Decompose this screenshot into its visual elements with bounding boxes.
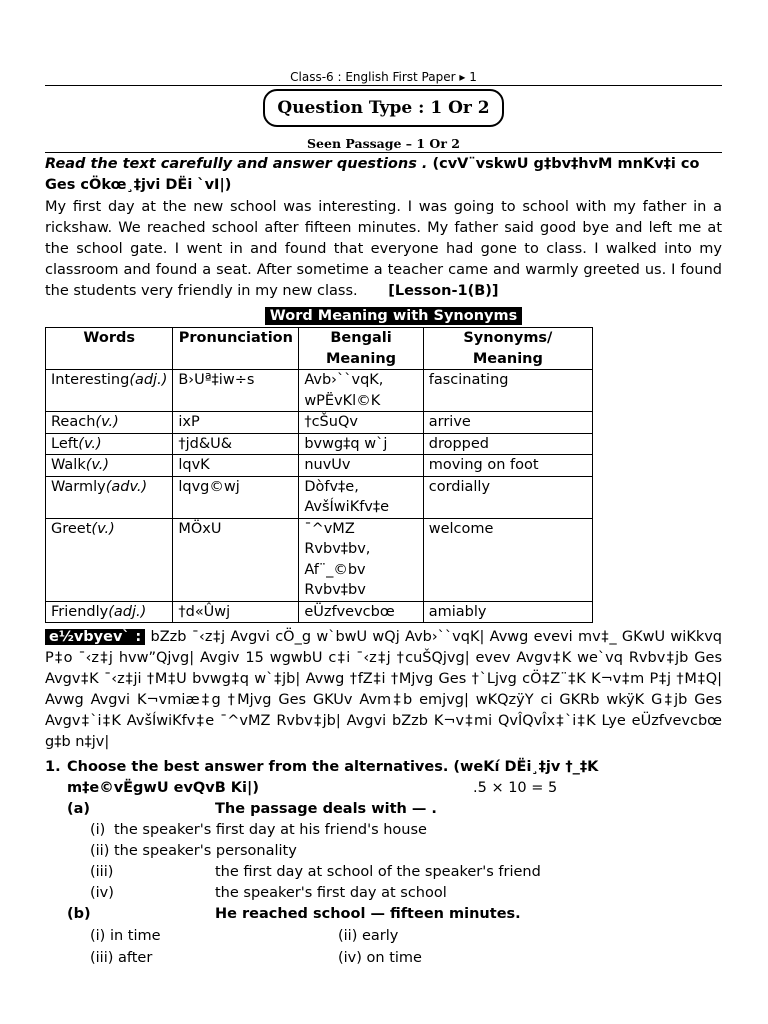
page: [45, 0, 722, 969]
table-row: [46, 433, 593, 455]
passage-text: My first day at the new school was interesting. I was going to school with my father in a rickshaw. We reached school after fifteen minutes. My father said good bye and left me at the school gate. I went in and found that everyone had gone to class. I walked into my classroom and found a seat. After sometime a teacher came and warmly greeted us. I found the students very friendly in my new class.: [45, 199, 722, 299]
option-num: (ii): [90, 843, 110, 859]
seen-passage-heading: Seen Passage – 1 Or 2: [45, 135, 722, 153]
word-meaning-table: [45, 327, 593, 623]
syn-cell: moving on foot: [423, 455, 592, 477]
passage: [45, 197, 722, 302]
syn-cell: cordially: [423, 476, 592, 518]
bengali-cell: bvwg‡q w`j: [299, 433, 423, 455]
question-text-2: m‡e©vËgwU evQvB Ki|): [67, 780, 259, 796]
col-header-synonyms: Synonyms/ Meaning: [423, 328, 592, 370]
sub-label: (b): [67, 906, 91, 922]
option-text: the first day at school of the speaker's friend: [215, 864, 541, 880]
question-type-wrap: [45, 89, 722, 131]
marks: .5 × 10 = 5: [473, 780, 558, 796]
instruction-bangla: (cvV¨vskwU g‡bv‡hvM mnKv‡i co Ges cÖkœ¸‡jvi DËi `vI|): [45, 156, 700, 193]
bengali-cell: Avb›``vqK, wPËvKl©K: [299, 370, 423, 412]
sub-question-a: [45, 799, 722, 820]
word-cell: Friendly(adj.): [46, 601, 173, 623]
table-header-row: [46, 328, 593, 370]
bangla-translation: [45, 627, 722, 753]
option-text: the speaker's personality: [114, 843, 297, 859]
option-text: the speaker's first day at school: [215, 885, 447, 901]
lesson-ref: [Lesson-1(B)]: [388, 283, 499, 299]
sub-label: (a): [67, 801, 91, 817]
option-row: [45, 947, 722, 969]
bengali-cell: Dòfv‡e, AvšÍwiKfv‡e: [299, 476, 423, 518]
bengali-cell: eÜzfvevcbœ: [299, 601, 423, 623]
pron-cell: MÖxU: [173, 518, 299, 601]
sub-question-text: He reached school — fifteen minutes.: [215, 906, 521, 922]
pron-cell: B›Uª‡iw÷s: [173, 370, 299, 412]
word-cell: Warmly(adv.): [46, 476, 173, 518]
pron-cell: †jd&U&: [173, 433, 299, 455]
question-1: [45, 757, 722, 778]
instruction-english: Read the text carefully and answer questions .: [45, 156, 428, 172]
col-header-pronunciation: Pronunciation: [173, 328, 299, 370]
pron-cell: †d«Ûwj: [173, 601, 299, 623]
instruction: [45, 154, 722, 196]
option: (iii) after: [90, 950, 153, 966]
bangla-text: bZzb ¯‹z‡j Avgvi cÖ_g w`bwU wQj Avb›``vqK| Avwg evevi mv‡_ GKwU wiKkvq P‡o ¯‹z‡j hvw”Qjvg| Avgiv 15 wgwbU c‡i ¯‹z‡j †cuŠQjvg| evev Avgv‡K we`vq Rvbv‡jb Ges Avgv‡K ¯‹z‡ji †M‡U bvwg‡q w`‡jb| Avwg †fZ‡i †Mjvg Ges †`Ljvg cÖ‡Z¨‡K K¬v‡m P‡j †M‡Q| Avwg Avgvi K¬vmiæ‡g †Mjvg Ges GKUv Avm‡b emjvg| wKQzÿY ci GKRb wkÿK G‡jb Ges Avgv‡`i‡K AvšÍwiKfv‡e ¯^vMZ Rvbv‡jb| Avgvi bZzb K¬v‡mi QvÎQvÎx‡`i‡K Lye eÜzfvevcbœ g‡b n‡jv|: [45, 629, 723, 750]
bengali-cell: nuvUv: [299, 455, 423, 477]
question-type-title: Question Type : 1 Or 2: [263, 89, 503, 127]
option: (ii) early: [338, 928, 399, 944]
word-cell: Greet(v.): [46, 518, 173, 601]
syn-cell: welcome: [423, 518, 592, 601]
syn-cell: fascinating: [423, 370, 592, 412]
syn-cell: dropped: [423, 433, 592, 455]
option-text: the speaker's first day at his friend's house: [114, 822, 427, 838]
col-header-bengali: Bengali Meaning: [299, 328, 423, 370]
question-1-cont: [45, 778, 722, 799]
sub-question-b: [45, 904, 722, 925]
sub-question-text: The passage deals with — .: [215, 801, 437, 817]
syn-cell: amiably: [423, 601, 592, 623]
table-row: [46, 518, 593, 601]
bangla-label: e½vbyev` :: [45, 629, 145, 645]
option: [45, 841, 722, 862]
question-text: Choose the best answer from the alternatives. (weKí DËi¸‡jv †_‡K: [67, 759, 599, 775]
word-cell: Reach(v.): [46, 412, 173, 434]
table-row: [46, 476, 593, 518]
option-num: (iii): [90, 864, 114, 880]
option-num: (i): [90, 822, 106, 838]
option: [45, 883, 722, 904]
question-number: 1.: [45, 759, 61, 775]
option: (i) in time: [90, 928, 161, 944]
table-row: [46, 370, 593, 412]
running-header: Class-6 : English First Paper ▸ 1: [45, 0, 722, 86]
col-header-words: Words: [46, 328, 173, 370]
bengali-cell: †cŠuQv: [299, 412, 423, 434]
pron-cell: lqvK: [173, 455, 299, 477]
option: (iv) on time: [338, 950, 422, 966]
pron-cell: ixP: [173, 412, 299, 434]
option-num: (iv): [90, 885, 114, 901]
word-meaning-title: Word Meaning with Synonyms: [265, 307, 522, 325]
word-cell: Left(v.): [46, 433, 173, 455]
pron-cell: lqvg©wj: [173, 476, 299, 518]
option: [45, 862, 722, 883]
word-cell: Walk(v.): [46, 455, 173, 477]
bengali-cell: ¯^vMZ Rvbv‡bv, Af¨_©bv Rvbv‡bv: [299, 518, 423, 601]
table-row: [46, 412, 593, 434]
syn-cell: arrive: [423, 412, 592, 434]
table-row: [46, 455, 593, 477]
option: [45, 820, 722, 841]
table-row: [46, 601, 593, 623]
word-cell: Interesting(adj.): [46, 370, 173, 412]
option-row: [45, 925, 722, 947]
word-meaning-title-wrap: [45, 307, 722, 327]
